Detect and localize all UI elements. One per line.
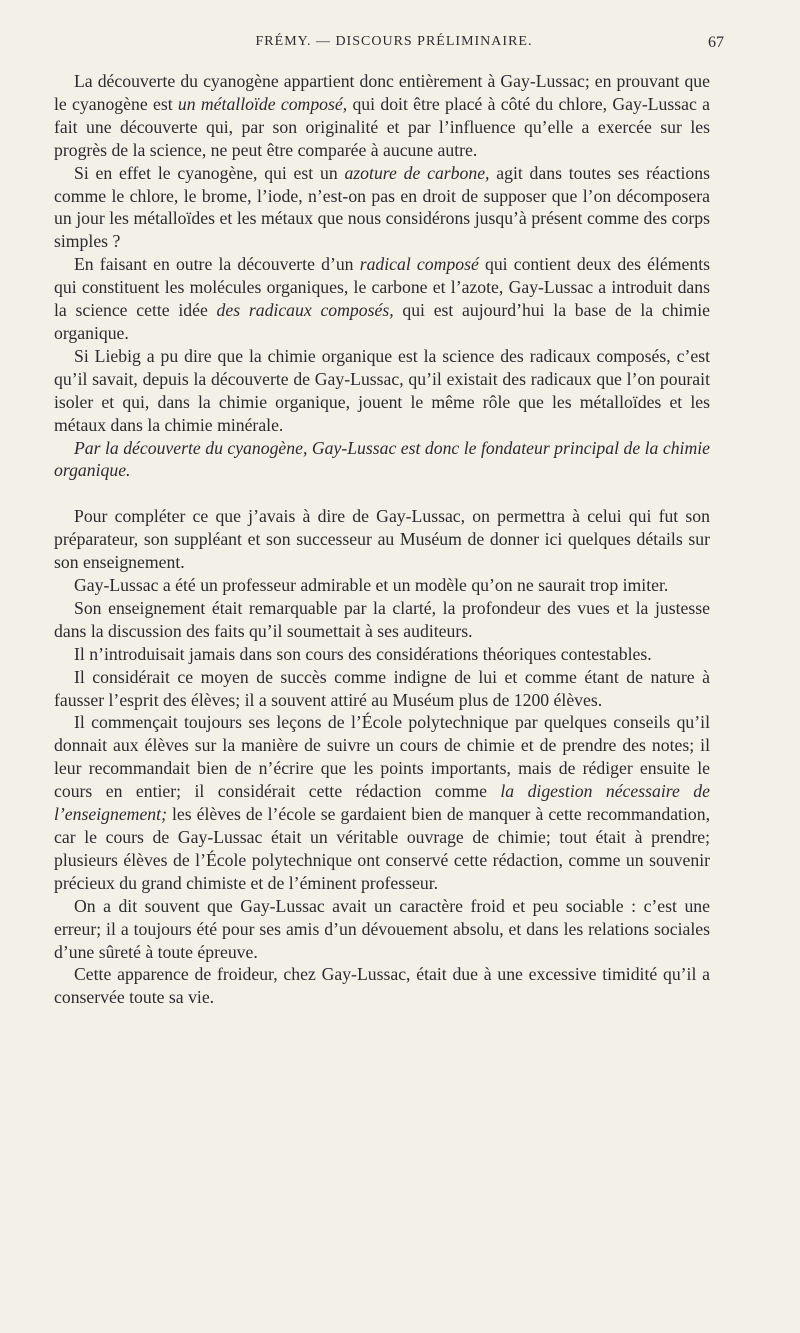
paragraph-1 [54,70,710,162]
paragraph-3-emphasis-2: des radicaux composés, [216,300,394,321]
paragraph-3-emphasis-1: radical composé [359,254,479,275]
paragraph-11-text-a: Il commençait toujours ses leçons de l’École polytechnique par quelques conseils qu’il donnait aux élèves sur la manière de suivre un cours de chimie et de prendre des notes; il leur recommandait bien de n’écrire que les points importants, mais de rédiger ensuite le cours en entier; il considérait cette rédaction comme [54,712,710,802]
paragraph-3 [54,253,710,345]
paragraph-10: Il considérait ce moyen de succès comme indigne de lui et comme étant de nature à fausser l’esprit des élèves; il a souvent attiré au Muséum plus de 1200 élèves. [54,666,710,710]
paragraph-3-text-b: qui contient deux des éléments qui constituent les molécules organiques, le carbone et l’azote, Gay-Lussac a introduit dans la science cette idée [54,254,710,321]
page-number: 67 [708,34,724,51]
paragraph-11 [54,711,710,894]
paragraph-1-emphasis: un métalloïde composé, [177,93,348,114]
paragraph-1-text-b: qui doit être placé à côté du chlore, Gay-Lussac a fait une découverte qui, par son originalité et par l’influence qu’elle a exercée sur les progrès de la science, ne peut être comparée à aucune autre. [54,93,710,160]
paragraph-5-conclusion: Par la découverte du cyanogène, Gay-Lussac est donc le fondateur principal de la chimie organique. [54,437,710,481]
paragraph-2 [54,162,710,254]
paragraph-9: Il n’introduisait jamais dans son cours des considérations théoriques contestables. [74,643,652,664]
paragraph-2-text-b: agit dans toutes ses réactions comme le chlore, le brome, l’iode, n’est-on pas en droit de supposer que l’on décomposera un jour les métalloïdes et les métaux que nous considérons jusqu’à présent comme des corps simples ? [54,162,710,252]
paragraph-6: Pour compléter ce que j’avais à dire de Gay-Lussac, on permettra à celui qui fut son préparateur, son suppléant et son successeur au Muséum de donner ici quelques détails sur son enseignement. [54,506,710,573]
paragraph-4: Si Liebig a pu dire que la chimie organique est la science des radicaux composés, c’est qu’il savait, depuis la découverte de Gay-Lussac, qu’il existait des radicaux que l’on pourait isoler et qui, dans la chimie organique, jouent le même rôle que les métalloïdes et les métaux dans la chimie minérale. [54,345,710,435]
paragraph-12: On a dit souvent que Gay-Lussac avait un caractère froid et peu sociable : c’est une erreur; il a toujours été pour ses amis d’un dévouement absolu, et dans les relations sociales d’une sûreté à toute épreuve. [54,895,710,962]
body-text [54,70,710,1009]
running-title: FRÉMY. — DISCOURS PRÉLIMINAIRE. [255,34,533,49]
paragraph-3-text-a: En faisant en outre la découverte d’un [74,254,360,275]
paragraph-11-text-b: les élèves de l’école se gardaient bien de manquer à cette recommandation, car le cours de Gay-Lussac était un véritable ouvrage de chimie; tout était à prendre; plusieurs élèves de l’École polytechnique ont conservé cette rédaction, comme un souvenir précieux du grand chimiste et de l’éminent professeur. [54,804,710,893]
paragraph-2-emphasis: azoture de carbone, [344,162,490,183]
paragraph-7: Gay-Lussac a été un professeur admirable et un modèle qu’on ne saurait trop imiter. [74,575,669,596]
paragraph-11-emphasis: la digestion nécessaire de l’enseignement; [54,781,710,825]
paragraph-3-text-c: qui est aujourd’hui la base de la chimie organique. [54,300,710,343]
running-head [66,34,722,54]
paragraph-8: Son enseignement était remarquable par la clarté, la profondeur des vues et la justesse dans la discussion des faits qu’il soumettait à ses auditeurs. [54,597,710,641]
paragraph-1-text-a: La découverte du cyanogène appartient donc entièrement à Gay-Lussac; en prouvant que le cyanogène est [54,71,710,114]
paragraph-2-text-a: Si en effet le cyanogène, qui est un [74,162,345,183]
paragraph-13: Cette apparence de froideur, chez Gay-Lussac, était due à une excessive timidité qu’il a conservée toute sa vie. [54,964,710,1008]
